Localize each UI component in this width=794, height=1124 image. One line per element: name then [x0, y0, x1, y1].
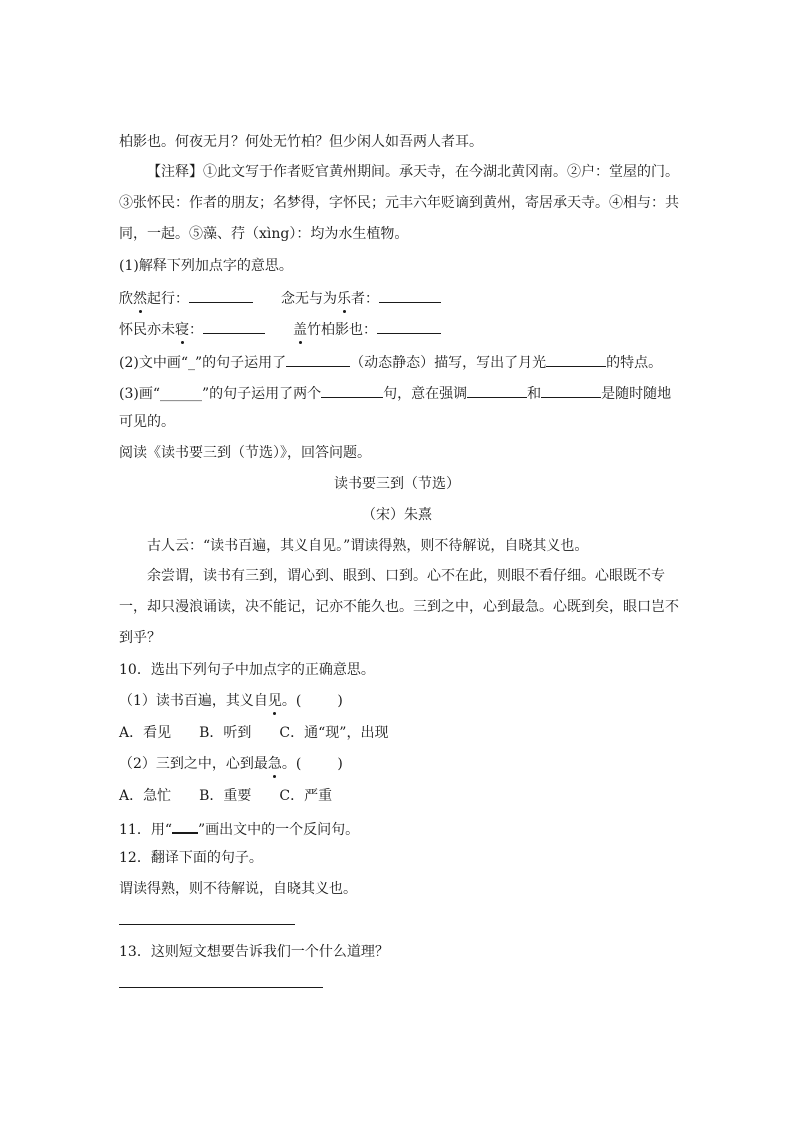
- answer-blank[interactable]: [541, 383, 601, 398]
- answer-blank[interactable]: [377, 319, 441, 334]
- question-10-stem: 10．选出下列句子中加点字的正确意思。: [119, 662, 375, 678]
- option[interactable]: C．严重: [279, 788, 333, 804]
- passage-author: （宋）朱熹: [362, 507, 432, 523]
- note-line: 【注释】①此文写于作者贬官黄州期间。承天寺，在今湖北黄冈南。②户：堂屋的门。: [147, 164, 679, 180]
- passage-title: 读书要三到（节选）: [334, 476, 460, 492]
- question-1-stem: (1)解释下列加点字的意思。: [119, 258, 293, 274]
- option[interactable]: A．急忙: [119, 788, 172, 804]
- note-line: 同，一起。⑤藻、荇（xìng）：均为水生植物。: [119, 226, 409, 242]
- passage-line: 柏影也。何夜无月？何处无竹柏？但少闲人如吾两人者耳。: [119, 134, 483, 150]
- answer-blank[interactable]: [189, 288, 253, 303]
- question-1-row-b: 怀民亦未寝： 盖竹柏影也：: [119, 319, 441, 339]
- answer-line[interactable]: [119, 987, 323, 988]
- note-line: ③张怀民：作者的朋友；名梦得，字怀民；元丰六年贬谪到黄州，寄居承天寺。④相与：共: [119, 195, 679, 211]
- passage-para: 余尝谓，读书有三到，谓心到、眼到、口到。心不在此，则眼不看仔细。心眼既不专: [147, 568, 665, 584]
- option[interactable]: A．看见: [119, 725, 172, 741]
- passage-para: 一，却只漫浪诵读，决不能记，记亦不能久也。三到之中，心到最急。心既到矣，眼口岂不: [119, 599, 679, 615]
- question-10-options-1: [119, 724, 388, 742]
- dotted-char: 急: [267, 756, 282, 772]
- answer-blank[interactable]: [203, 319, 265, 334]
- answer-blank[interactable]: [321, 383, 383, 398]
- answer-blank[interactable]: [379, 288, 441, 303]
- option[interactable]: B．听到: [199, 725, 252, 741]
- question-11: 11．用“ ”画出文中的一个反问句。: [119, 818, 359, 839]
- answer-blank[interactable]: [467, 383, 527, 398]
- dotted-char: 见: [267, 693, 282, 709]
- passage-para: 古人云：“读书百遍，其义自见。”谓读得熟，则不待解说，自晓其义也。: [147, 538, 589, 554]
- question-12-sentence: 谓读得熟，则不待解说，自晓其义也。: [119, 881, 357, 897]
- question-2: (2)文中画“_”的句子运用了 （动态静态）描写，写出了月光 的特点。: [119, 352, 662, 372]
- underline-mark: [172, 818, 198, 834]
- dotted-char: 寝: [175, 322, 189, 338]
- question-3-cont: 可见的。: [119, 414, 175, 430]
- reading-intro: 阅读《读书要三到（节选）》，回答问题。: [119, 445, 371, 461]
- option[interactable]: C．通“现”，出现: [279, 725, 389, 741]
- question-10-options-2: [119, 787, 332, 805]
- question-10-item-2: （2）三到之中，心到最急。( ): [119, 756, 343, 772]
- passage-para: 到乎？: [119, 630, 161, 646]
- answer-blank[interactable]: [286, 352, 350, 367]
- answer-blank[interactable]: [546, 352, 606, 367]
- question-3: (3)画“______”的句子运用了两个 句，意在强调 和 是随时随地: [119, 383, 671, 403]
- answer-line[interactable]: [119, 924, 295, 925]
- dotted-char: 乐: [337, 291, 351, 307]
- question-10-item-1: （1）读书百遍，其义自见。( ): [119, 693, 343, 709]
- option[interactable]: B．重要: [199, 788, 252, 804]
- question-12-stem: 12．翻译下面的句子。: [119, 850, 263, 866]
- dotted-char: 然: [133, 291, 147, 307]
- question-13-stem: 13．这则短文想要告诉我们一个什么道理？: [119, 944, 389, 960]
- dotted-char: 盖: [293, 322, 307, 338]
- question-1-row-a: 欣然起行： 念无与为乐者：: [119, 288, 441, 308]
